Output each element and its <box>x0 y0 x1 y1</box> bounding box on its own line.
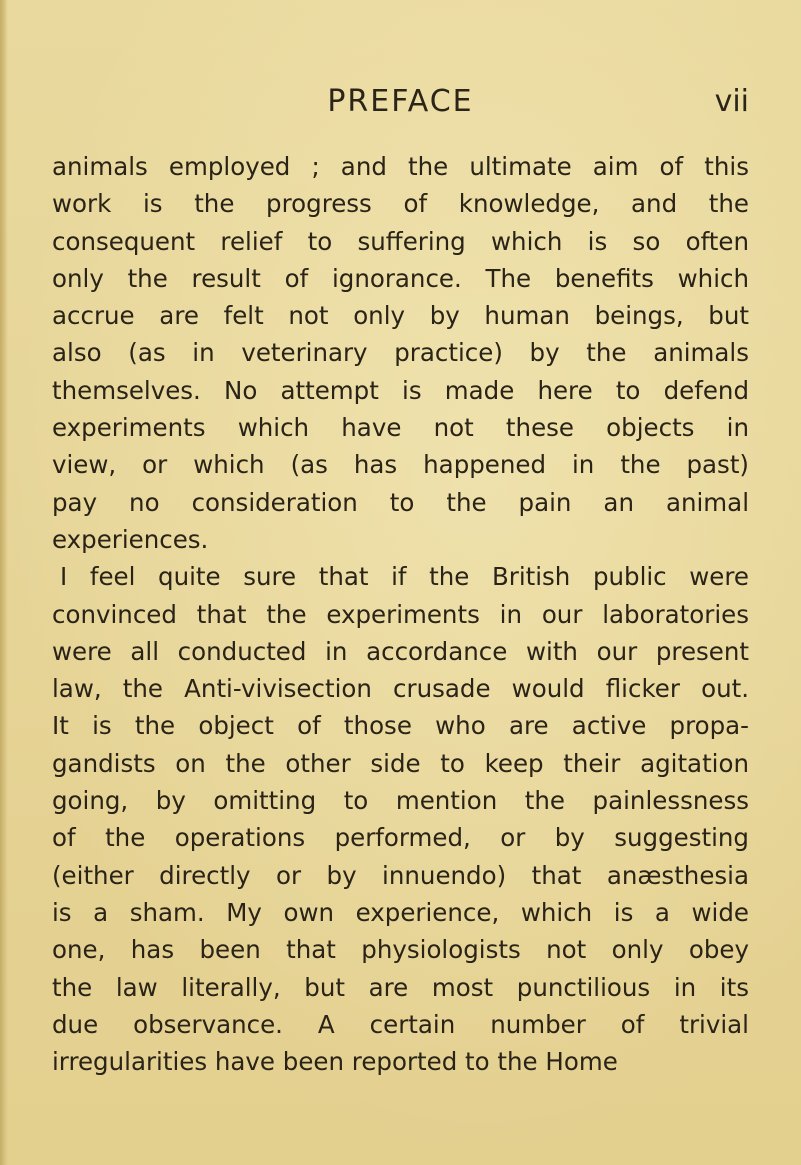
text-line: work is the progress of knowledge, and the <box>52 189 749 219</box>
text-line: It is the object of those who are active propa- <box>52 711 749 741</box>
text-line: view, or which (as has happened in the past) <box>52 450 749 480</box>
text-line: only the result of ignorance. The benefits which <box>52 263 749 293</box>
text-line: animals employed ; and the ultimate aim of this <box>52 152 749 181</box>
body-text <box>52 148 749 1080</box>
text-line: accrue are felt not only by human beings, but <box>52 301 749 331</box>
text-line: (either directly or by innuendo) that anæsthesia <box>52 860 749 890</box>
text-line: is a sham. My own experience, which is a wide <box>52 897 749 927</box>
text-line: consequent relief to suffering which is so often <box>52 226 749 256</box>
text-line: law, the Anti-vivisection crusade would flicker out. <box>52 674 749 704</box>
page-edge <box>0 0 8 1165</box>
text-line: going, by omitting to mention the painlessness <box>52 786 749 816</box>
text-line: gandists on the other side to keep their agitation <box>52 748 749 778</box>
text-line: also (as in veterinary practice) by the animals <box>52 338 749 368</box>
text-line: of the operations performed, or by suggesting <box>52 823 749 853</box>
text-line: irregularities have been reported to the Home <box>52 1047 618 1077</box>
text-line: I feel quite sure that if the British public were <box>60 562 749 592</box>
text-line: convinced that the experiments in our laboratories <box>52 599 749 629</box>
running-head: PREFACE <box>327 84 474 119</box>
text-line: were all conducted in accordance with our present <box>52 636 749 666</box>
page-number: vii <box>714 84 749 119</box>
page-header <box>52 84 749 132</box>
text-line: due observance. A certain number of trivial <box>52 1009 749 1039</box>
text-line: experiences. <box>52 524 209 554</box>
text-line: experiments which have not these objects in <box>52 413 749 443</box>
text-line: pay no consideration to the pain an animal <box>52 487 749 517</box>
text-line: one, has been that physiologists not only obey <box>52 935 749 965</box>
text-line: themselves. No attempt is made here to defend <box>52 375 749 405</box>
text-line: the law literally, but are most punctilious in its <box>52 972 749 1002</box>
